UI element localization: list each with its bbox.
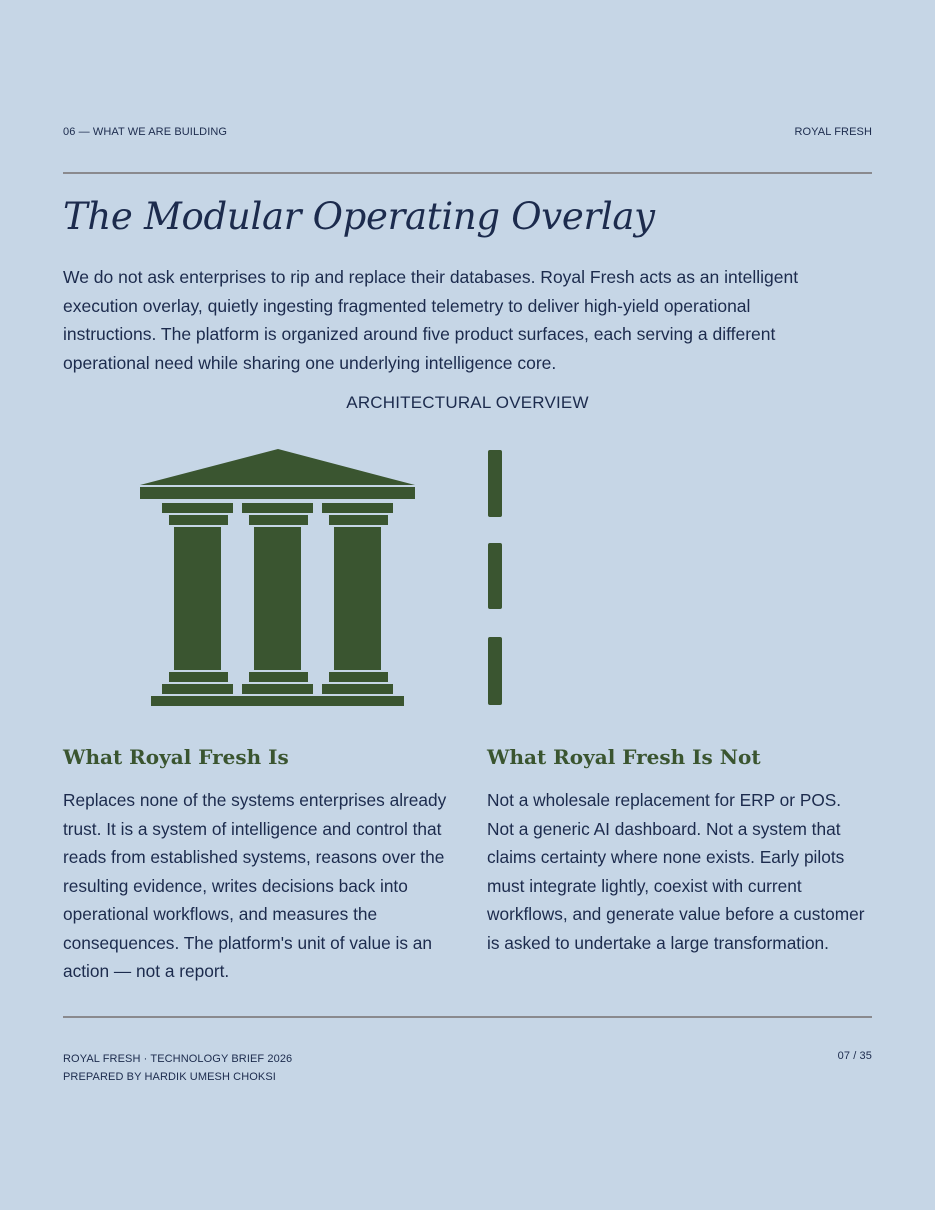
side-bar-3 xyxy=(488,637,502,705)
side-bar-1 xyxy=(488,450,502,517)
building-pediment xyxy=(140,449,415,485)
footer-author-line: PREPARED BY HARDIK UMESH CHOKSI xyxy=(63,1071,276,1083)
page-title: The Modular Operating Overlay xyxy=(63,195,655,238)
side-bars xyxy=(488,450,502,705)
is-not-body: Not a wholesale replacement for ERP or POS. Not a generic AI dashboard. Not a system that claims certainty where none exists. Early pilots must integrate lightly, coexist with current workflows, and generate value before a customer is asked to undertake a large transformation. xyxy=(487,790,865,953)
page-number: 07 / 35 xyxy=(837,1050,872,1062)
pillar-3 xyxy=(322,503,393,694)
side-bar-2 xyxy=(488,543,502,609)
pillar-2 xyxy=(242,503,313,694)
intro-paragraph: We do not ask enterprises to rip and replace their databases. Royal Fresh acts as an intelligent execution overlay, quietly ingesting fragmented telemetry to deliver high-yield operational instructions. The platform is organized around five product surfaces, each serving a different operational need while sharing one underlying intelligence core. xyxy=(63,267,799,373)
building-base xyxy=(151,696,404,706)
is-not-heading: What Royal Fresh Is Not xyxy=(487,745,761,769)
header-divider xyxy=(63,172,872,174)
is-body: Replaces none of the systems enterprises already trust. It is a system of intelligence and control that reads from established systems, reasons over the resulting evidence, writes decisions back into operational workflows, and measures the consequences. The platform's unit of value is an action — not a report. xyxy=(63,790,447,981)
pillar-1 xyxy=(162,503,233,694)
building-entablature xyxy=(140,487,415,499)
brand-label: ROYAL FRESH xyxy=(794,126,872,138)
classical-building-icon xyxy=(140,449,415,706)
footer-divider xyxy=(63,1016,872,1018)
is-heading: What Royal Fresh Is xyxy=(63,745,289,769)
footer-credits xyxy=(63,1050,292,1086)
footer-brief-line: ROYAL FRESH · TECHNOLOGY BRIEF 2026 xyxy=(63,1053,293,1065)
diagram-caption: ARCHITECTURAL OVERVIEW xyxy=(346,393,589,412)
section-label: 06 — WHAT WE ARE BUILDING xyxy=(63,126,228,138)
